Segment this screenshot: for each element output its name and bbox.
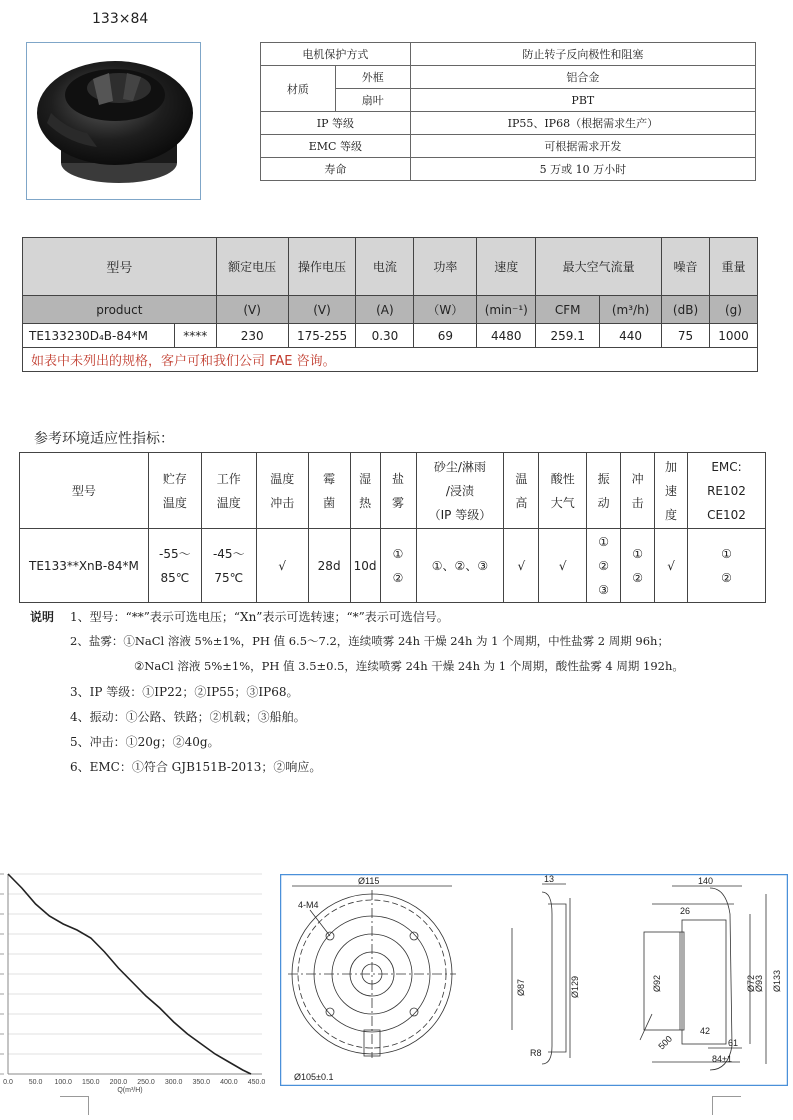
env-header-line: 型号 <box>71 483 96 498</box>
env-header-line: 振 <box>597 471 610 486</box>
env-table <box>19 452 766 603</box>
env-header-line: 击 <box>631 495 644 510</box>
notes-title: 说明 <box>30 610 55 624</box>
dim-m4: 4-M4 <box>298 900 319 910</box>
dim-42: 42 <box>700 1026 711 1036</box>
env-cell <box>621 529 655 603</box>
env-cell-line: ② <box>598 558 610 573</box>
env-header-line: 冲击 <box>270 495 295 510</box>
env-cell <box>256 529 308 603</box>
params-unit: （W） <box>414 296 477 324</box>
env-header-line: （IP 等级） <box>428 507 492 522</box>
env-header-line: EMC: <box>711 459 742 474</box>
params-cell: 0.30 <box>356 324 414 348</box>
note-line: 1、型号：“**”表示可选电压；“Xn”表示可选转速；“*”表示可选信号。 <box>70 610 449 624</box>
chart-x-tick-label: 350.0 <box>192 1079 211 1086</box>
dim-500: 500 <box>656 1033 675 1052</box>
env-header-cell <box>308 453 350 529</box>
env-cell-line: ② <box>632 570 643 585</box>
env-cell-line: √ <box>517 558 526 573</box>
params-cell: 440 <box>600 324 662 348</box>
chart-x-tick-label: 50.0 <box>28 1079 43 1086</box>
env-header-line: /浸渍 <box>445 483 474 498</box>
env-header-cell <box>20 453 149 529</box>
dim-r8: R8 <box>530 1048 542 1058</box>
dim-84: 84±1 <box>712 1054 732 1064</box>
env-header-line: 速 <box>665 483 678 498</box>
env-cell <box>380 529 416 603</box>
dim-d129: Ø129 <box>570 975 580 998</box>
params-cell: 259.1 <box>536 324 600 348</box>
dim-d72: Ø72 <box>746 974 756 992</box>
env-cell <box>504 529 539 603</box>
params-header: 重量 <box>709 238 757 296</box>
params-cell: 230 <box>216 324 288 348</box>
dim-d105: Ø105±0.1 <box>294 1072 334 1082</box>
dim-26: 26 <box>680 906 691 916</box>
note-line: 3、IP 等级：①IP22；②IP55；③IP68。 <box>70 685 299 699</box>
env-header-line: 霉 <box>323 471 336 486</box>
params-unit: (A) <box>356 296 414 324</box>
env-header-line: 温度 <box>270 471 295 486</box>
params-unit: (V) <box>216 296 288 324</box>
params-unit: product <box>23 296 217 324</box>
env-header-line: 酸性 <box>550 471 575 486</box>
note-line: 2、盐雾：①NaCl 溶液 5%±1%，PH 值 6.5～7.2，连续喷雾 24h 干燥 24h 为 1 个周期，中性盐雾 2 周期 96h； <box>70 634 669 648</box>
params-table <box>22 237 758 372</box>
spec-label: EMC 等级 <box>261 135 411 158</box>
env-header-line: 热 <box>359 495 372 510</box>
env-cell-line: ② <box>392 570 404 585</box>
spec-value: 防止转子反向极性和阻塞 <box>410 43 755 66</box>
env-header-line: 温 <box>515 471 528 486</box>
env-cell <box>688 529 766 603</box>
env-cell-line: TE133**XnB-84*M <box>29 558 139 573</box>
spec-sublabel: 外框 <box>335 66 410 89</box>
env-header-line: 盐 <box>392 471 405 486</box>
env-header-line: 砂尘/淋雨 <box>433 459 486 474</box>
env-cell-line: 10d <box>353 558 377 573</box>
chart-x-tick-label: 0.0 <box>3 1079 13 1086</box>
env-header-cell <box>350 453 380 529</box>
env-header-cell <box>621 453 655 529</box>
chart-x-tick-label: 250.0 <box>137 1079 155 1086</box>
params-unit: (min⁻¹) <box>477 296 536 324</box>
env-cell-line: ① <box>721 546 732 561</box>
spec-value: PBT <box>410 89 755 112</box>
env-header-cell <box>256 453 308 529</box>
env-header-line: 工作 <box>216 471 241 486</box>
params-header: 噪音 <box>662 238 710 296</box>
params-unit: (V) <box>288 296 356 324</box>
params-cell: 4480 <box>477 324 536 348</box>
env-header-cell <box>655 453 688 529</box>
env-cell-line: √ <box>558 558 567 573</box>
env-header-line: 高 <box>515 495 528 510</box>
spec-value: 可根据需求开发 <box>410 135 755 158</box>
spec-label: 寿命 <box>261 158 411 181</box>
env-header-line: 菌 <box>323 495 336 510</box>
params-cell: **** <box>174 324 216 348</box>
env-header-line: 湿 <box>359 471 372 486</box>
params-header: 最大空气流量 <box>536 238 662 296</box>
env-cell-line: √ <box>278 558 287 573</box>
dim-61: 61 <box>728 1038 739 1048</box>
note-line: 6、EMC：①符合 GJB151B-2013；②响应。 <box>70 760 322 774</box>
dimension-drawing <box>280 874 788 1086</box>
chart-x-tick-label: 300.0 <box>164 1079 183 1086</box>
spec-sublabel: 扇叶 <box>335 89 410 112</box>
dim-d87: Ø87 <box>516 978 526 996</box>
env-cell-line: -45～ <box>212 546 245 561</box>
note-line: 4、振动：①公路、铁路；②机载；③船舶。 <box>70 710 306 724</box>
env-header-cell <box>587 453 621 529</box>
chart-x-tick-label: 400.0 <box>220 1079 238 1086</box>
chart-x-tick-label: 450.0 <box>247 1079 266 1086</box>
env-header-line: 动 <box>597 495 610 510</box>
params-header: 型号 <box>23 238 217 296</box>
performance-chart <box>0 868 272 1094</box>
env-header-line: 度 <box>665 507 678 522</box>
env-cell <box>148 529 201 603</box>
env-header-line: 雾 <box>392 495 405 510</box>
env-cell <box>655 529 688 603</box>
params-unit: (dB) <box>662 296 710 324</box>
params-header: 操作电压 <box>288 238 356 296</box>
dim-d92: Ø92 <box>652 974 662 992</box>
spec-value: IP55、IP68（根据需求生产） <box>410 112 755 135</box>
env-cell-line: ① <box>632 546 643 561</box>
notes-section <box>26 606 786 776</box>
chart-x-tick-label: 150.0 <box>82 1079 100 1086</box>
params-cell: TE133230D₄B-84*M <box>23 324 175 348</box>
params-header: 电流 <box>356 238 414 296</box>
env-header-cell <box>148 453 201 529</box>
spec-label: 电机保护方式 <box>261 43 411 66</box>
env-header-line: CE102 <box>707 507 746 522</box>
dim-d93: Ø93 <box>754 974 764 992</box>
env-header-line: 温度 <box>216 495 241 510</box>
corner-mark <box>712 1096 741 1115</box>
env-cell-line: ③ <box>598 582 610 597</box>
env-cell <box>201 529 256 603</box>
fan-image <box>26 42 201 200</box>
env-cell-line: √ <box>667 558 675 573</box>
env-cell-line: ② <box>721 570 732 585</box>
env-header-cell <box>201 453 256 529</box>
fan-size-label: 133×84 <box>92 11 149 27</box>
env-cell <box>308 529 350 603</box>
env-cell-line: ① <box>598 534 610 549</box>
chart-x-tick-label: 100.0 <box>54 1079 72 1086</box>
dim-d133: Ø133 <box>772 969 782 992</box>
env-cell-line: 75℃ <box>214 570 244 585</box>
env-cell <box>416 529 504 603</box>
env-header-line: 加 <box>665 459 678 474</box>
env-cell-line: ①、②、③ <box>431 558 489 573</box>
params-cell: 175-255 <box>288 324 356 348</box>
env-header-cell <box>416 453 504 529</box>
env-header-line: 贮存 <box>162 471 187 486</box>
params-unit: (g) <box>709 296 757 324</box>
env-cell-line: ① <box>392 546 404 561</box>
params-cell: 69 <box>414 324 477 348</box>
spec-table <box>260 42 756 181</box>
spec-value: 铝合金 <box>410 66 755 89</box>
params-header: 功率 <box>414 238 477 296</box>
note-line: 5、冲击：①20g；②40g。 <box>70 735 220 749</box>
chart-x-axis-label: Q(m³/H) <box>117 1087 143 1094</box>
env-header-line: RE102 <box>707 483 746 498</box>
env-section-title: 参考环境适应性指标： <box>34 431 174 447</box>
params-unit: (m³/h) <box>600 296 662 324</box>
env-header-cell <box>688 453 766 529</box>
env-header-cell <box>380 453 416 529</box>
dim-d115: Ø115 <box>358 876 380 886</box>
env-cell <box>350 529 380 603</box>
env-header-cell <box>504 453 539 529</box>
dim-140: 140 <box>698 876 714 886</box>
spec-label: IP 等级 <box>261 112 411 135</box>
env-cell-line: 28d <box>317 558 341 573</box>
spec-label: 材质 <box>261 66 336 112</box>
params-cell: 75 <box>662 324 710 348</box>
params-cell: 1000 <box>709 324 757 348</box>
params-unit: CFM <box>536 296 600 324</box>
dim-13: 13 <box>544 874 555 884</box>
params-header: 额定电压 <box>216 238 288 296</box>
env-header-cell <box>539 453 587 529</box>
spec-value: 5 万或 10 万小时 <box>410 158 755 181</box>
env-cell <box>20 529 149 603</box>
env-header-line: 温度 <box>162 495 187 510</box>
chart-x-tick-label: 200.0 <box>109 1079 128 1086</box>
env-cell-line: 85℃ <box>160 570 190 585</box>
params-note: 如表中未列出的规格，客户可和我们公司 FAE 咨询。 <box>23 348 758 372</box>
env-header-line: 冲 <box>631 471 644 486</box>
env-header-line: 大气 <box>550 495 575 510</box>
env-cell-line: -55～ <box>159 546 191 561</box>
env-cell <box>539 529 587 603</box>
env-cell <box>587 529 621 603</box>
params-header: 速度 <box>477 238 536 296</box>
corner-mark <box>60 1096 89 1115</box>
note-line: ②NaCl 溶液 5%±1%，PH 值 3.5±0.5，连续喷雾 24h 干燥 24h 为 1 个周期，酸性盐雾 4 周期 192h。 <box>134 659 684 673</box>
